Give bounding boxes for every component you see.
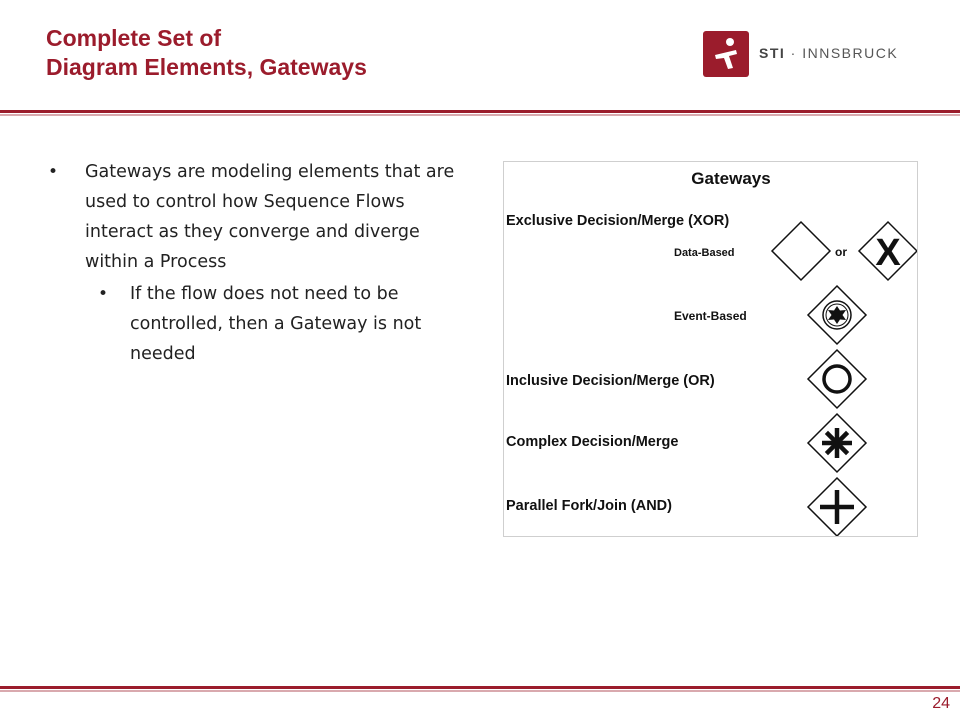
footer-divider bbox=[0, 686, 960, 689]
row-label-complex: Complex Decision/Merge bbox=[506, 434, 679, 450]
logo-text bbox=[759, 45, 898, 61]
row-label-or: Inclusive Decision/Merge (OR) bbox=[506, 373, 715, 389]
inclusive-gateway bbox=[808, 350, 866, 408]
row-label-xor: Exclusive Decision/Merge (XOR) bbox=[506, 213, 730, 229]
event-based-gateway bbox=[808, 286, 866, 344]
xor-data-gateway bbox=[772, 222, 830, 280]
logo-brand: STI bbox=[759, 45, 786, 61]
person-icon bbox=[703, 31, 749, 77]
xor-x-marker: X bbox=[875, 232, 901, 274]
row-label-parallel: Parallel Fork/Join (AND) bbox=[506, 498, 672, 514]
bullet-list bbox=[45, 157, 465, 369]
parallel-gateway bbox=[808, 478, 866, 536]
title-line-1: Complete Set of bbox=[46, 25, 222, 51]
sub-label-event-based: Event-Based bbox=[674, 309, 747, 323]
complex-gateway bbox=[808, 414, 866, 472]
footer-divider-shadow bbox=[0, 690, 960, 692]
sub-label-data-based: Data-Based bbox=[674, 247, 735, 259]
sub-bullet-text: If the flow does not need to be controlled, then a Gateway is not needed bbox=[130, 284, 422, 364]
slide-title bbox=[46, 24, 606, 82]
bullet-dot: • bbox=[98, 284, 109, 304]
gateways-diagram bbox=[504, 162, 917, 536]
title-line-2: Diagram Elements, Gateways bbox=[46, 54, 367, 80]
header-divider bbox=[0, 110, 960, 113]
sti-innsbruck-logo bbox=[703, 31, 903, 77]
bullet-text: Gateways are modeling elements that are used to control how Sequence Flows interact as they converge and diverge within a Process bbox=[85, 162, 455, 272]
asterisk-icon bbox=[822, 428, 852, 458]
header-divider-shadow bbox=[0, 114, 960, 116]
figure-heading: Gateways bbox=[691, 169, 771, 188]
sub-bullet-item bbox=[45, 279, 465, 369]
logo-separator: · bbox=[790, 45, 797, 61]
page-number: 24 bbox=[932, 695, 950, 712]
logo-mark bbox=[703, 31, 749, 77]
or-text: or bbox=[835, 245, 847, 259]
gateways-figure bbox=[503, 161, 918, 537]
logo-city: INNSBRUCK bbox=[802, 45, 899, 61]
bullet-dot: • bbox=[48, 162, 59, 182]
bullet-item bbox=[45, 157, 465, 277]
